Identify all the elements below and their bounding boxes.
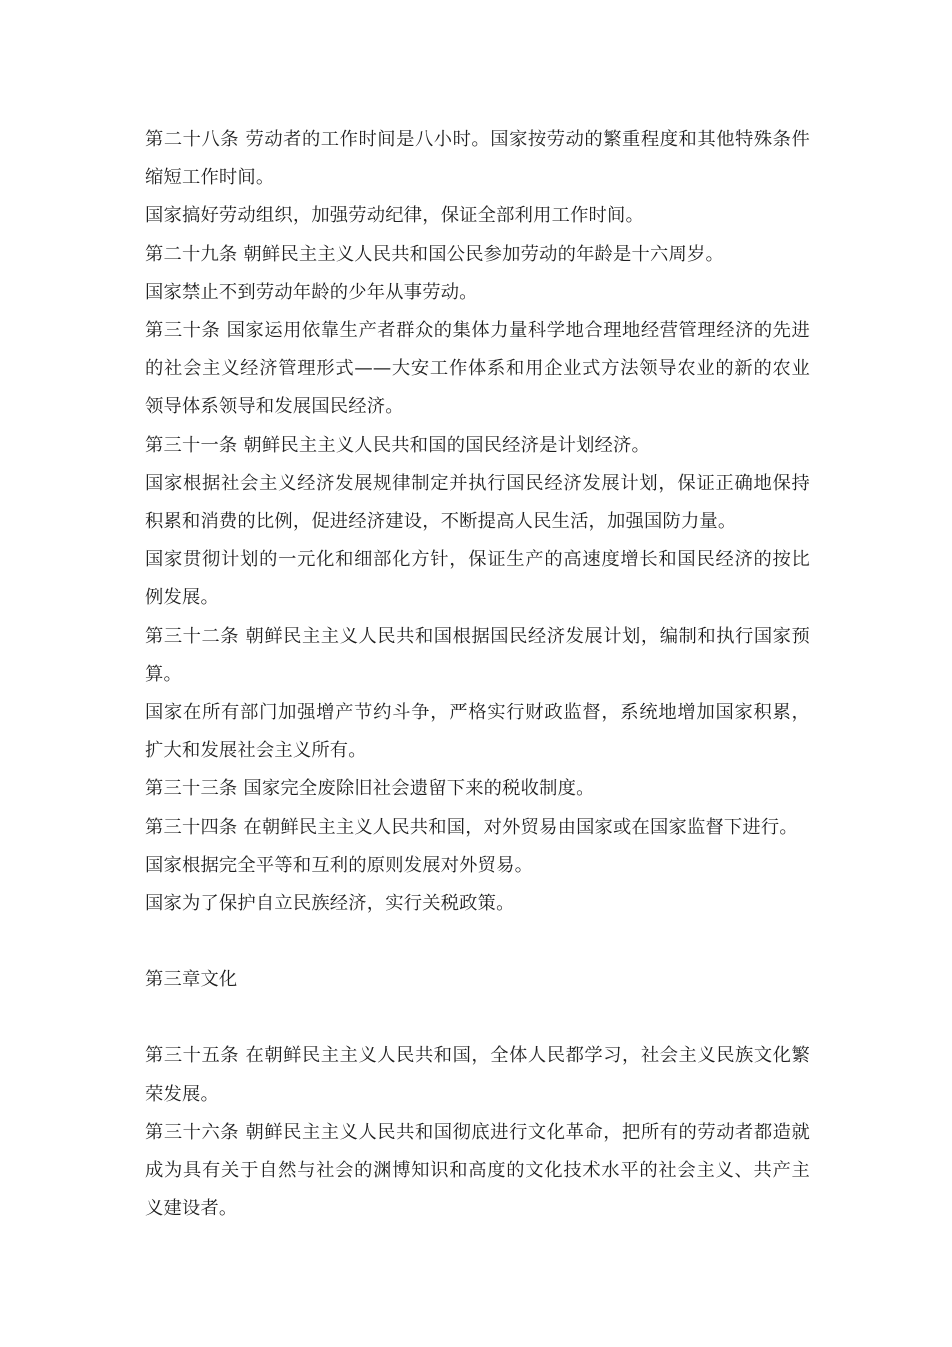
paragraph-article-31: 第三十一条 朝鲜民主主义人民共和国的国民经济是计划经济。	[145, 434, 651, 456]
paragraph-plan-policy: 国家贯彻计划的一元化和细部化方针，保证生产的高速度增长和国民经济的按比例发展。	[145, 549, 810, 609]
paragraph-article-32: 第三十二条 朝鲜民主主义人民共和国根据国民经济发展计划，编制和执行国家预算。	[145, 625, 810, 685]
paragraph-economic-plan: 国家根据社会主义经济发展规律制定并执行国民经济发展计划，保证正确地保持积累和消费的比例，促进经济建设，不断提高人民生活，加强国防力量。	[145, 472, 810, 533]
paragraph-tariff-policy: 国家为了保护自立民族经济，实行关税政策。	[145, 893, 515, 915]
paragraph-labor-organization: 国家搞好劳动组织，加强劳动纪律，保证全部利用工作时间。	[145, 205, 644, 227]
paragraph-foreign-trade: 国家根据完全平等和互利的原则发展对外贸易。	[145, 854, 534, 876]
paragraph-article-33: 第三十三条 国家完全废除旧社会遗留下来的税收制度。	[145, 778, 595, 800]
paragraph-savings-struggle: 国家在所有部门加强增产节约斗争，严格实行财政监督，系统地增加国家积累，扩大和发展社会主义所有。	[145, 702, 810, 762]
document-body	[145, 121, 810, 1228]
paragraph-article-35: 第三十五条 在朝鲜民主主义人民共和国，全体人民都学习，社会主义民族文化繁荣发展。	[145, 1045, 810, 1105]
paragraph-article-29: 第二十九条 朝鲜民主主义人民共和国公民参加劳动的年龄是十六周岁。	[145, 243, 724, 265]
chapter-title: 第三章文化	[145, 969, 238, 991]
paragraph-article-28: 第二十八条 劳动者的工作时间是八小时。国家按劳动的繁重程度和其他特殊条件缩短工作时间。	[145, 129, 810, 189]
paragraph-child-labor: 国家禁止不到劳动年龄的少年从事劳动。	[145, 281, 478, 303]
paragraph-article-30: 第三十条 国家运用依靠生产者群众的集体力量科学地合理地经营管理经济的先进的社会主义经济管理形式——大安工作体系和用企业式方法领导农业的新的农业领导体系领导和发展国民经济。	[145, 320, 810, 418]
paragraph-article-36: 第三十六条 朝鲜民主主义人民共和国彻底进行文化革命，把所有的劳动者都造就成为具有关于自然与社会的渊博知识和高度的文化技术水平的社会主义、共产主义建设者。	[145, 1121, 810, 1220]
paragraph-article-34: 第三十四条 在朝鲜民主主义人民共和国，对外贸易由国家或在国家监督下进行。	[145, 816, 798, 838]
